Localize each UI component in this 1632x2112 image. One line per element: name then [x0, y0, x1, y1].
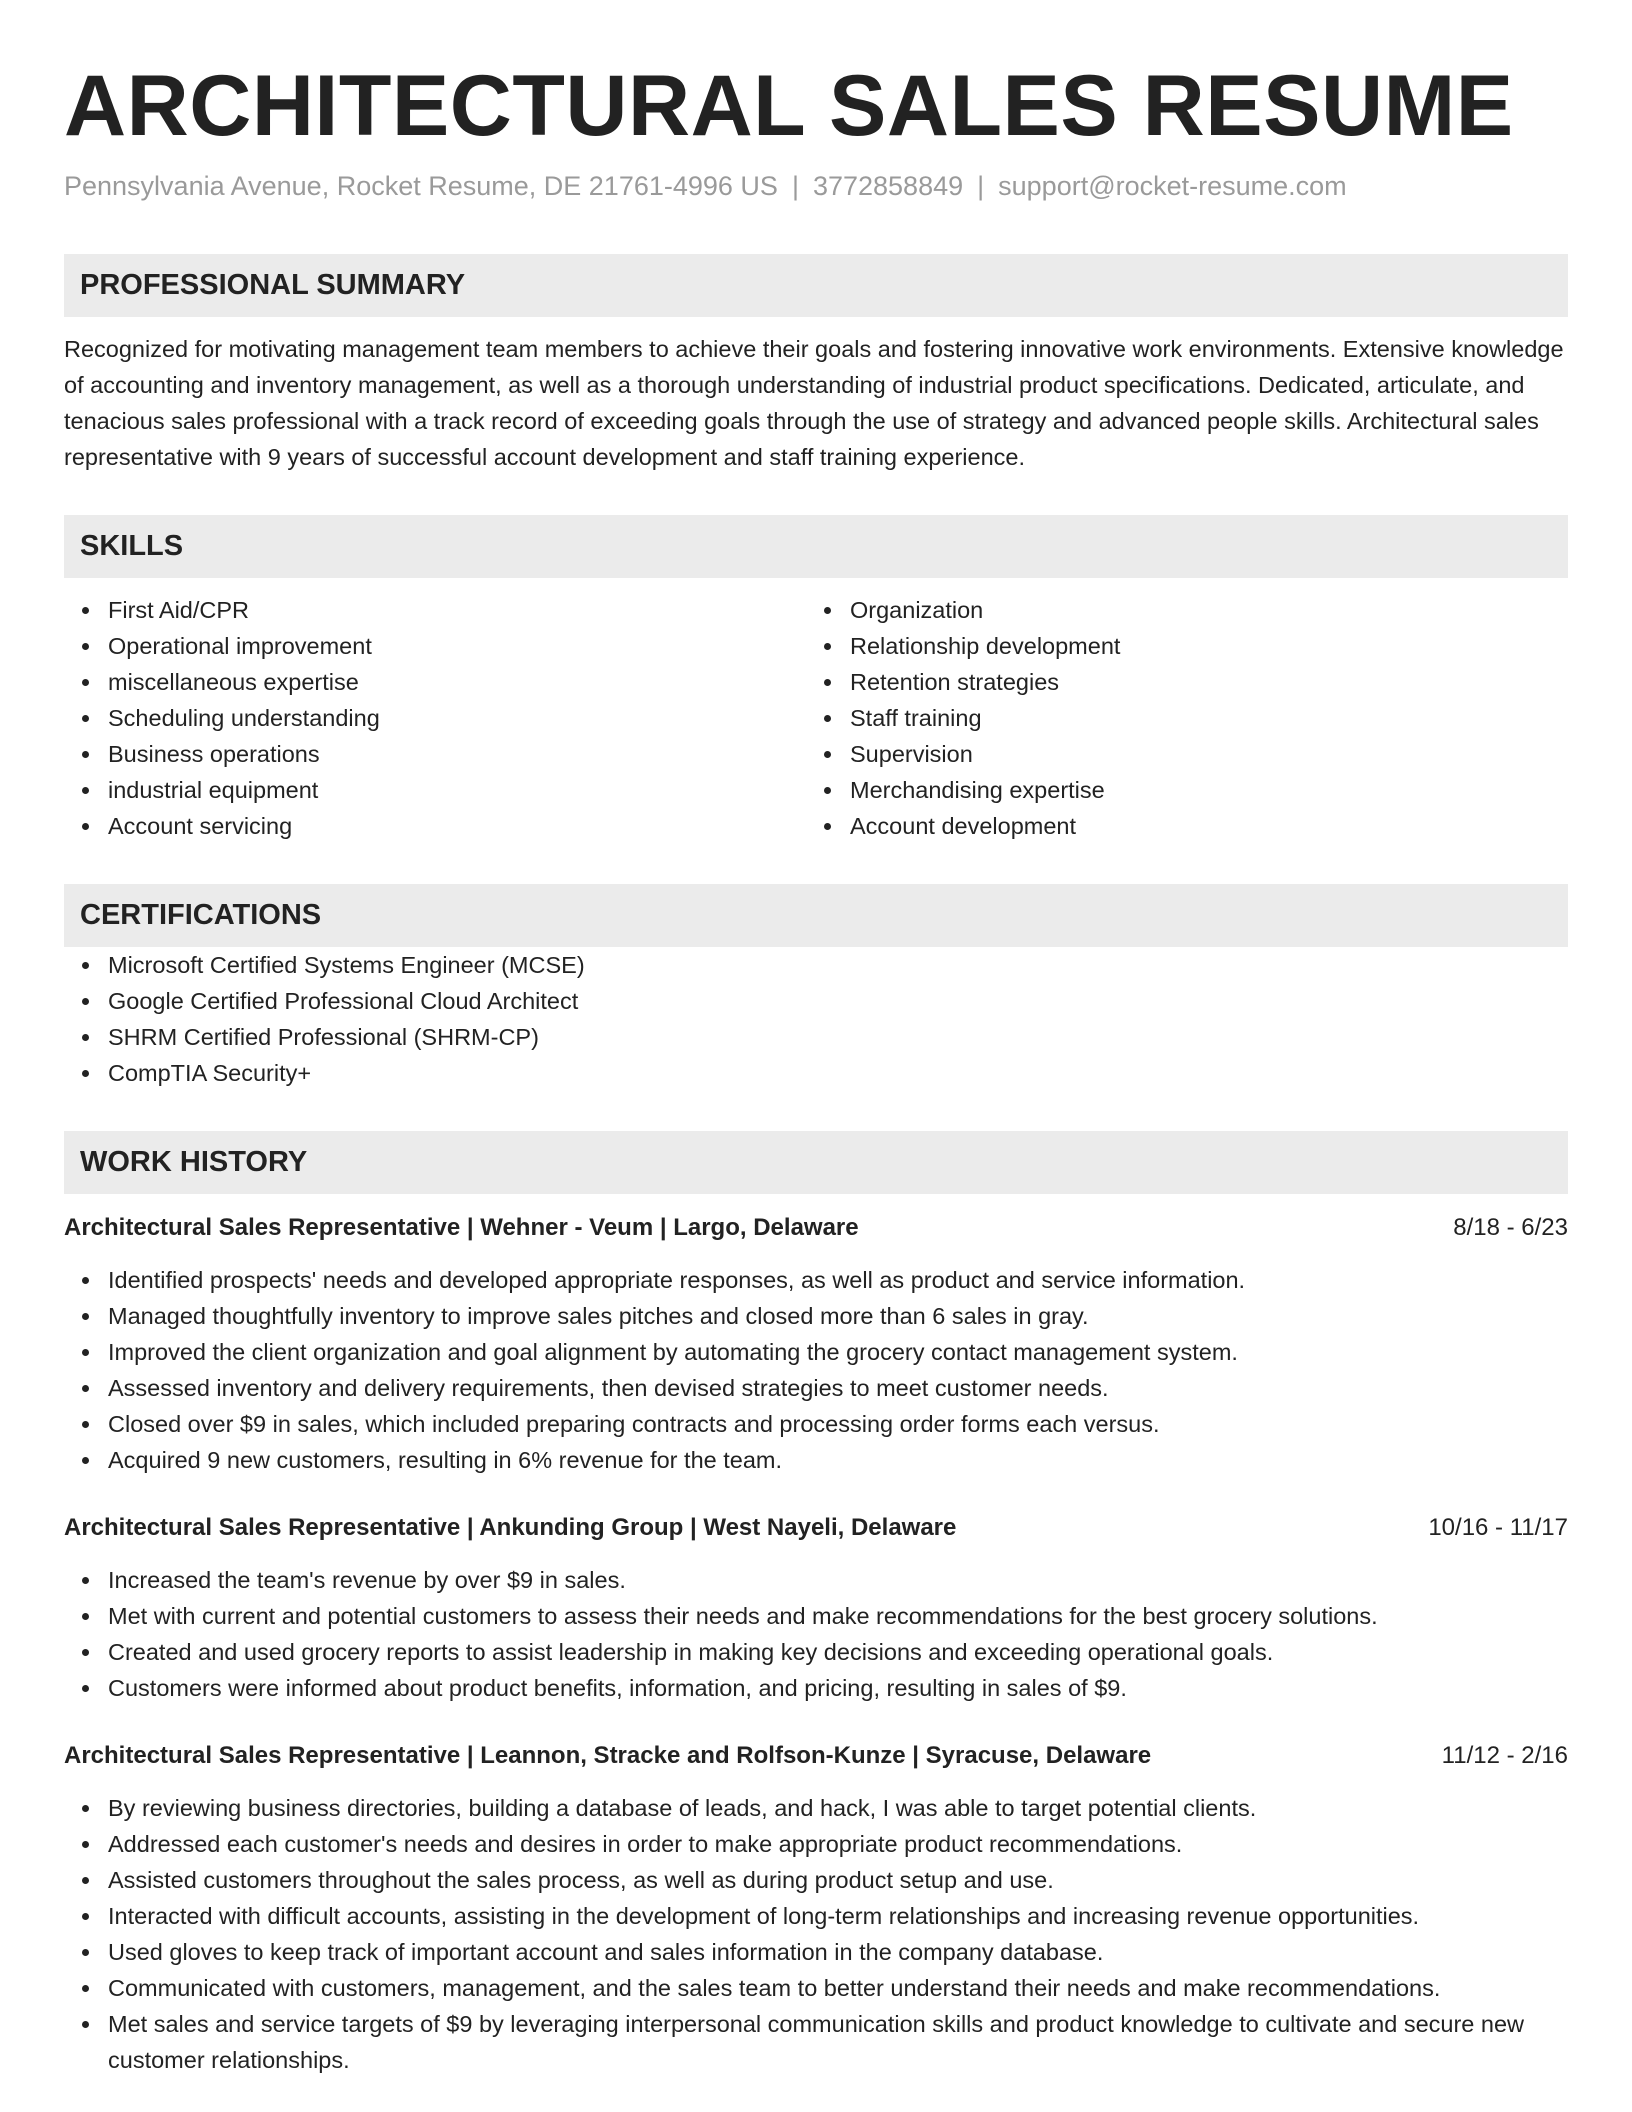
- job-bullet: Used gloves to keep track of important account and sales information in the company database.: [64, 1934, 1568, 1970]
- job-bullet: Met with current and potential customers to assess their needs and make recommendations for the best grocery solutions.: [64, 1598, 1568, 1634]
- job-bullets: [64, 1562, 1568, 1706]
- skills-list-right: [806, 592, 1548, 844]
- job-bullet: Managed thoughtfully inventory to improve sales pitches and closed more than 6 sales in gray.: [64, 1298, 1568, 1334]
- skill-item: Scheduling understanding: [64, 700, 806, 736]
- skill-item: Merchandising expertise: [806, 772, 1548, 808]
- job-entry: [64, 1510, 1568, 1706]
- job-bullet: Communicated with customers, management, and the sales team to better understand their needs and make recommendations.: [64, 1970, 1568, 2006]
- skill-item: Account development: [806, 808, 1548, 844]
- section-header-skills: SKILLS: [64, 515, 1568, 578]
- job-bullet: Assessed inventory and delivery requirements, then devised strategies to meet customer needs.: [64, 1370, 1568, 1406]
- skill-item: Account servicing: [64, 808, 806, 844]
- contact-separator: |: [977, 171, 985, 201]
- job-bullet: Improved the client organization and goal alignment by automating the grocery contact management system.: [64, 1334, 1568, 1370]
- job-bullets: [64, 1790, 1568, 2078]
- skill-item: Operational improvement: [64, 628, 806, 664]
- job-bullet: Identified prospects' needs and developed appropriate responses, as well as product and service information.: [64, 1262, 1568, 1298]
- contact-address: Pennsylvania Avenue, Rocket Resume, DE 21761-4996 US: [64, 171, 778, 201]
- skill-item: First Aid/CPR: [64, 592, 806, 628]
- skills-list-left: [64, 592, 806, 844]
- resume-title: ARCHITECTURAL SALES RESUME: [64, 58, 1514, 154]
- skills-column-right: [806, 592, 1548, 844]
- skill-item: Relationship development: [806, 628, 1548, 664]
- job-title: Architectural Sales Representative | Leannon, Stracke and Rolfson-Kunze | Syracuse, Delaware: [64, 1742, 1152, 1769]
- skill-item: Staff training: [806, 700, 1548, 736]
- certification-item: CompTIA Security+: [64, 1055, 1568, 1091]
- job-entry: [64, 1738, 1568, 2078]
- job-bullet: Acquired 9 new customers, resulting in 6% revenue for the team.: [64, 1442, 1568, 1478]
- contact-phone: 3772858849: [812, 171, 964, 201]
- certification-item: SHRM Certified Professional (SHRM-CP): [64, 1019, 1568, 1055]
- section-header-certifications: CERTIFICATIONS: [64, 884, 1568, 947]
- certifications-list: [64, 947, 1568, 1091]
- job-bullets: [64, 1262, 1568, 1478]
- skill-item: Business operations: [64, 736, 806, 772]
- job-header: [64, 1210, 1568, 1246]
- summary-text: Recognized for motivating management team members to achieve their goals and fostering innovative work environments. Extensive knowledge of accounting and inventory management, as well as a thorough understanding of industrial product specifications. Dedicated, articulate, and tenacious sales professional with a track record of exceeding goals through the use of strategy and advanced people skills. Architectural sales representative with 9 years of successful account development and staff training experience.: [64, 336, 1564, 470]
- contact-email: support@rocket-resume.com: [998, 171, 1347, 201]
- job-bullet: Interacted with difficult accounts, assisting in the development of long-term relationships and increasing revenue opportunities.: [64, 1898, 1568, 1934]
- section-header-summary: PROFESSIONAL SUMMARY: [64, 254, 1568, 317]
- job-bullet: Met sales and service targets of $9 by leveraging interpersonal communication skills and product knowledge to cultivate and secure new customer relationships.: [64, 2006, 1568, 2078]
- certification-item: Google Certified Professional Cloud Architect: [64, 983, 1568, 1019]
- job-header: [64, 1738, 1568, 1774]
- skill-item: Retention strategies: [806, 664, 1548, 700]
- job-dates: 8/18 - 6/23: [1453, 1214, 1568, 1241]
- job-bullet: Addressed each customer's needs and desires in order to make appropriate product recommendations.: [64, 1826, 1568, 1862]
- skill-item: Organization: [806, 592, 1548, 628]
- job-bullet: Closed over $9 in sales, which included preparing contracts and processing order forms each versus.: [64, 1406, 1568, 1442]
- job-bullet: Increased the team's revenue by over $9 in sales.: [64, 1562, 1568, 1598]
- skill-item: miscellaneous expertise: [64, 664, 806, 700]
- job-title: Architectural Sales Representative | Ankunding Group | West Nayeli, Delaware: [64, 1514, 957, 1541]
- job-bullet: Customers were informed about product benefits, information, and pricing, resulting in sales of $9.: [64, 1670, 1568, 1706]
- skill-item: Supervision: [806, 736, 1548, 772]
- skill-item: industrial equipment: [64, 772, 806, 808]
- job-bullet: By reviewing business directories, building a database of leads, and hack, I was able to target potential clients.: [64, 1790, 1568, 1826]
- job-dates: 11/12 - 2/16: [1441, 1742, 1568, 1769]
- skills-grid: [64, 592, 1568, 844]
- job-entry: [64, 1210, 1568, 1478]
- job-dates: 10/16 - 11/17: [1428, 1514, 1568, 1541]
- resume-page: [64, 56, 1568, 2078]
- contact-separator: |: [791, 171, 799, 201]
- job-bullet: Assisted customers throughout the sales process, as well as during product setup and use.: [64, 1862, 1568, 1898]
- job-bullet: Created and used grocery reports to assist leadership in making key decisions and exceeding operational goals.: [64, 1634, 1568, 1670]
- contact-line: [64, 168, 1568, 204]
- job-title: Architectural Sales Representative | Wehner - Veum | Largo, Delaware: [64, 1214, 859, 1241]
- certification-item: Microsoft Certified Systems Engineer (MCSE): [64, 947, 1568, 983]
- section-header-work-history: WORK HISTORY: [64, 1131, 1568, 1194]
- skills-column-left: [64, 592, 806, 844]
- job-header: [64, 1510, 1568, 1546]
